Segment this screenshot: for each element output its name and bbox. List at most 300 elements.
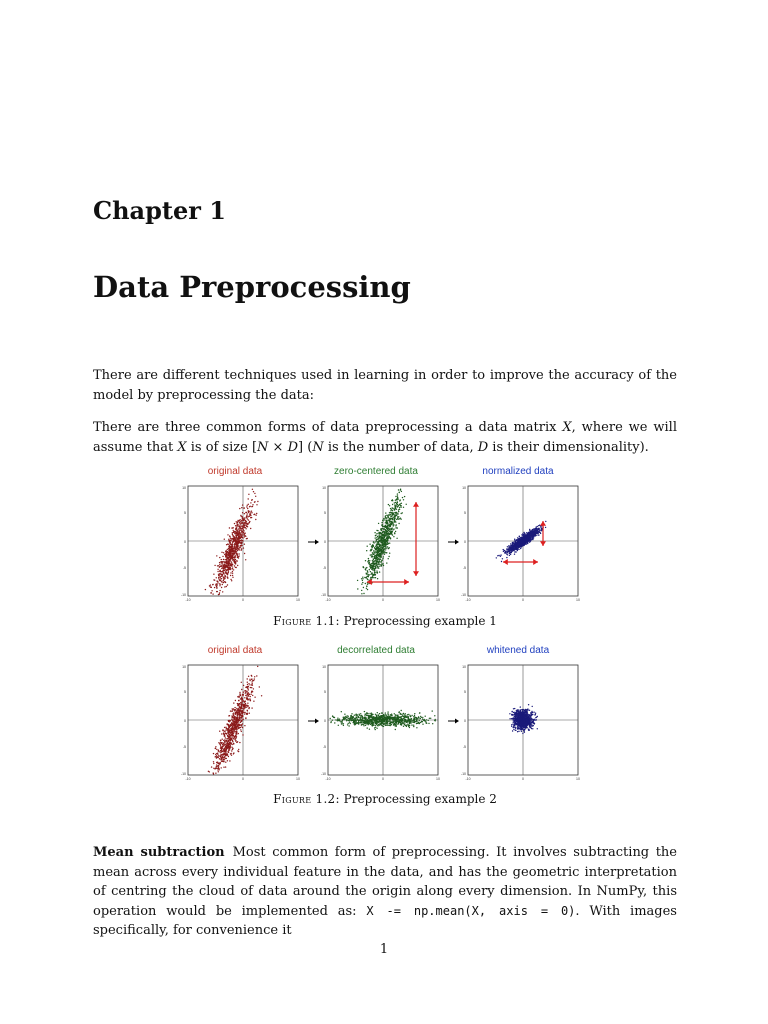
scatter-point xyxy=(228,735,229,736)
scatter-point xyxy=(213,753,214,754)
scatter-point xyxy=(348,723,349,724)
scatter-point xyxy=(383,534,384,535)
scatter-point xyxy=(341,711,342,712)
scatter-point xyxy=(390,537,391,538)
scatter-point xyxy=(216,766,217,767)
scatter-point xyxy=(223,572,224,573)
scatter-point xyxy=(222,584,223,585)
scatter-point xyxy=(526,543,527,544)
scatter-point xyxy=(373,554,374,555)
scatter-point xyxy=(235,728,236,729)
scatter-point xyxy=(230,742,231,743)
scatter-point xyxy=(385,515,386,516)
scatter-point xyxy=(362,716,363,717)
scatter-point xyxy=(387,540,388,541)
scatter-point xyxy=(241,702,242,703)
scatter-panel xyxy=(181,665,300,781)
scatter-point xyxy=(404,724,405,725)
scatter-point xyxy=(366,588,367,589)
scatter-point xyxy=(235,724,236,725)
scatter-point xyxy=(368,560,369,561)
scatter-point xyxy=(387,711,388,712)
scatter-point xyxy=(232,575,233,576)
scatter-point xyxy=(366,573,367,574)
scatter-point xyxy=(377,719,378,720)
scatter-point xyxy=(227,551,228,552)
scatter-point xyxy=(369,720,370,721)
scatter-point xyxy=(249,511,250,512)
scatter-point xyxy=(219,576,220,577)
scatter-point xyxy=(237,722,238,723)
scatter-point xyxy=(224,581,225,582)
scatter-point xyxy=(419,723,420,724)
scatter-point xyxy=(432,710,433,711)
scatter-point xyxy=(246,525,247,526)
scatter-point xyxy=(227,573,228,574)
scatter-point xyxy=(218,771,219,772)
scatter-point xyxy=(248,683,249,684)
scatter-point xyxy=(423,720,424,721)
scatter-point xyxy=(377,712,378,713)
scatter-point xyxy=(339,719,340,720)
scatter-point xyxy=(509,555,510,556)
scatter-point xyxy=(229,542,230,543)
scatter-point xyxy=(237,714,238,715)
scatter-point xyxy=(358,723,359,724)
scatter-point xyxy=(219,764,220,765)
scatter-point xyxy=(393,522,394,523)
scatter-point xyxy=(389,543,390,544)
math-times: × xyxy=(268,439,288,455)
scatter-point xyxy=(228,569,229,570)
scatter-point xyxy=(231,734,232,735)
scatter-point xyxy=(406,504,407,505)
y-tick-label: -5 xyxy=(462,566,466,570)
scatter-point xyxy=(372,565,373,566)
scatter-point xyxy=(384,721,385,722)
scatter-point xyxy=(243,701,244,702)
scatter-point xyxy=(385,541,386,542)
scatter-point xyxy=(228,561,229,562)
scatter-point xyxy=(400,489,401,490)
scatter-point xyxy=(238,704,239,705)
scatter-point xyxy=(390,719,391,720)
scatter-point xyxy=(361,584,362,585)
scatter-point xyxy=(228,720,229,721)
scatter-point xyxy=(238,546,239,547)
scatter-point xyxy=(219,585,220,586)
scatter-point xyxy=(376,551,377,552)
panel-title-decorrelated: decorrelated data xyxy=(337,645,415,656)
scatter-point xyxy=(240,702,241,703)
scatter-point xyxy=(218,757,219,758)
scatter-point xyxy=(234,538,235,539)
scatter-point xyxy=(400,505,401,506)
scatter-point xyxy=(236,551,237,552)
scatter-point xyxy=(221,581,222,582)
scatter-point xyxy=(248,510,249,511)
scatter-point xyxy=(379,713,380,714)
scatter-point xyxy=(366,586,367,587)
scatter-point xyxy=(397,506,398,507)
scatter-point xyxy=(251,707,252,708)
scatter-point xyxy=(535,719,536,720)
scatter-point xyxy=(522,545,523,546)
scatter-point xyxy=(387,517,388,518)
scatter-point xyxy=(228,715,229,716)
scatter-point xyxy=(434,715,435,716)
x-tick-label: -10 xyxy=(465,598,471,602)
scatter-point xyxy=(233,753,234,754)
scatter-point xyxy=(217,582,218,583)
scatter-point xyxy=(385,549,386,550)
scatter-point xyxy=(367,713,368,714)
scatter-point xyxy=(365,583,366,584)
scatter-point xyxy=(234,523,235,524)
scatter-point xyxy=(236,708,237,709)
scatter-point xyxy=(409,722,410,723)
scatter-point xyxy=(376,540,377,541)
y-tick-label: 5 xyxy=(184,511,186,515)
scatter-point xyxy=(385,546,386,547)
scatter-point xyxy=(239,530,240,531)
scatter-point xyxy=(241,507,242,508)
scatter-point xyxy=(393,524,394,525)
scatter-point xyxy=(236,726,237,727)
scatter-point xyxy=(231,747,232,748)
scatter-point xyxy=(504,553,505,554)
scatter-point xyxy=(225,751,226,752)
scatter-point xyxy=(404,719,405,720)
scatter-point xyxy=(240,523,241,524)
scatter-point xyxy=(364,577,365,578)
scatter-point xyxy=(387,723,388,724)
scatter-point xyxy=(397,493,398,494)
scatter-point xyxy=(379,555,380,556)
scatter-point xyxy=(397,715,398,716)
scatter-point xyxy=(395,716,396,717)
scatter-point xyxy=(408,714,409,715)
scatter-point xyxy=(254,697,255,698)
scatter-point xyxy=(233,551,234,552)
scatter-point xyxy=(238,751,239,752)
scatter-point xyxy=(245,687,246,688)
scatter-point xyxy=(408,720,409,721)
scatter-point xyxy=(235,718,236,719)
scatter-point xyxy=(348,720,349,721)
scatter-point xyxy=(528,535,529,536)
scatter-point xyxy=(248,504,249,505)
scatter-point xyxy=(219,590,220,591)
scatter-point xyxy=(232,542,233,543)
scatter-point xyxy=(253,680,254,681)
scatter-point xyxy=(354,724,355,725)
scatter-point xyxy=(218,750,219,751)
scatter-point xyxy=(231,555,232,556)
scatter-point xyxy=(242,723,243,724)
scatter-point xyxy=(237,522,238,523)
scatter-point xyxy=(243,709,244,710)
scatter-point xyxy=(394,502,395,503)
scatter-point xyxy=(232,564,233,565)
scatter-point xyxy=(369,562,370,563)
scatter-point xyxy=(363,725,364,726)
x-tick-label: -10 xyxy=(325,777,331,781)
scatter-point xyxy=(244,544,245,545)
scatter-point xyxy=(252,506,253,507)
scatter-point xyxy=(367,579,368,580)
scatter-point xyxy=(235,567,236,568)
scatter-point xyxy=(226,753,227,754)
scatter-point xyxy=(234,716,235,717)
scatter-point xyxy=(383,550,384,551)
scatter-point xyxy=(402,512,403,513)
scatter-point xyxy=(241,720,242,721)
scatter-point xyxy=(231,544,232,545)
scatter-point xyxy=(391,714,392,715)
scatter-point xyxy=(335,719,336,720)
scatter-point xyxy=(545,521,546,522)
scatter-point xyxy=(242,540,243,541)
scatter-point xyxy=(381,541,382,542)
scatter-point xyxy=(254,676,255,677)
scatter-point xyxy=(245,536,246,537)
scatter-point xyxy=(510,548,511,549)
scatter-point xyxy=(360,717,361,718)
scatter-point xyxy=(403,722,404,723)
scatter-point xyxy=(244,522,245,523)
scatter-point xyxy=(399,721,400,722)
y-tick-label: 0 xyxy=(464,540,466,544)
scatter-point xyxy=(368,718,369,719)
scatter-point xyxy=(374,718,375,719)
scatter-point xyxy=(222,746,223,747)
scatter-point xyxy=(232,532,233,533)
scatter-point xyxy=(426,719,427,720)
scatter-point xyxy=(257,666,258,667)
scatter-point xyxy=(228,739,229,740)
scatter-point xyxy=(223,580,224,581)
scatter-point xyxy=(531,537,532,538)
scatter-point xyxy=(240,528,241,529)
scatter-point xyxy=(248,689,249,690)
scatter-point xyxy=(383,546,384,547)
scatter-point xyxy=(219,769,220,770)
scatter-point xyxy=(219,594,220,595)
scatter-point xyxy=(228,560,229,561)
scatter-point xyxy=(373,568,374,569)
scatter-point xyxy=(220,573,221,574)
scatter-point xyxy=(232,573,233,574)
scatter-point xyxy=(429,718,430,719)
scatter-point xyxy=(509,550,510,551)
y-tick-label: 5 xyxy=(324,511,326,515)
math-N: N xyxy=(312,439,324,455)
scatter-point xyxy=(231,562,232,563)
x-tick-label: 10 xyxy=(576,777,580,781)
scatter-point xyxy=(243,547,244,548)
scatter-point xyxy=(533,530,534,531)
scatter-point xyxy=(222,729,223,730)
scatter-point xyxy=(244,536,245,537)
scatter-point xyxy=(377,536,378,537)
scatter-point xyxy=(230,564,231,565)
scatter-point xyxy=(227,735,228,736)
scatter-point xyxy=(420,718,421,719)
scatter-point xyxy=(250,528,251,529)
scatter-point xyxy=(389,505,390,506)
y-tick-label: 10 xyxy=(322,486,326,490)
scatter-point xyxy=(387,535,388,536)
scatter-point xyxy=(394,723,395,724)
scatter-point xyxy=(369,723,370,724)
scatter-point xyxy=(364,720,365,721)
panel-title-centered: zero-centered data xyxy=(334,466,418,477)
scatter-point xyxy=(220,584,221,585)
scatter-point xyxy=(408,716,409,717)
scatter-point xyxy=(425,716,426,717)
scatter-point xyxy=(370,549,371,550)
scatter-point xyxy=(518,539,519,540)
scatter-point xyxy=(378,563,379,564)
math-X: X xyxy=(177,439,187,455)
scatter-point xyxy=(234,546,235,547)
scatter-point xyxy=(251,681,252,682)
scatter-point xyxy=(244,697,245,698)
scatter-point xyxy=(239,534,240,535)
scatter-point xyxy=(375,565,376,566)
y-tick-label: 0 xyxy=(184,719,186,723)
scatter-point xyxy=(364,718,365,719)
scatter-point xyxy=(391,509,392,510)
scatter-point xyxy=(248,519,249,520)
scatter-point xyxy=(386,715,387,716)
scatter-point xyxy=(259,686,260,687)
scatter-point xyxy=(516,543,517,544)
scatter-point xyxy=(509,552,510,553)
scatter-point xyxy=(388,530,389,531)
scatter-point xyxy=(245,692,246,693)
scatter-point xyxy=(330,722,331,723)
scatter-point xyxy=(362,720,363,721)
scatter-point xyxy=(534,532,535,533)
scatter-point xyxy=(386,534,387,535)
scatter-point xyxy=(531,539,532,540)
scatter-point xyxy=(224,733,225,734)
scatter-point xyxy=(414,713,415,714)
scatter-point xyxy=(238,728,239,729)
scatter-point xyxy=(363,593,364,594)
scatter-point xyxy=(362,718,363,719)
scatter-point xyxy=(367,589,368,590)
scatter-point xyxy=(234,556,235,557)
scatter-point xyxy=(511,552,512,553)
text-span: , where we will assume that xyxy=(93,420,677,455)
scatter-point xyxy=(235,531,236,532)
scatter-point xyxy=(256,513,257,514)
scatter-point xyxy=(362,717,363,718)
scatter-point xyxy=(384,519,385,520)
scatter-point xyxy=(529,535,530,536)
scatter-point xyxy=(390,714,391,715)
scatter-point xyxy=(241,707,242,708)
scatter-point xyxy=(236,736,237,737)
scatter-point xyxy=(397,495,398,496)
scatter-point xyxy=(220,571,221,572)
scatter-point xyxy=(517,545,518,546)
scatter-point xyxy=(401,720,402,721)
scatter-point xyxy=(234,565,235,566)
scatter-point xyxy=(235,732,236,733)
x-tick-label: 10 xyxy=(436,598,440,602)
scatter-point xyxy=(219,566,220,567)
scatter-point xyxy=(346,717,347,718)
scatter-point xyxy=(388,558,389,559)
scatter-point xyxy=(244,534,245,535)
scatter-point xyxy=(236,536,237,537)
scatter-point xyxy=(226,747,227,748)
y-tick-label: -5 xyxy=(182,745,186,749)
scatter-point xyxy=(225,737,226,738)
scatter-point xyxy=(517,541,518,542)
scatter-point xyxy=(220,750,221,751)
scatter-point xyxy=(213,574,214,575)
scatter-point xyxy=(387,713,388,714)
scatter-point xyxy=(520,548,521,549)
scatter-point xyxy=(384,724,385,725)
scatter-point xyxy=(239,547,240,548)
text-span: is their dimensionality). xyxy=(488,439,649,455)
scatter-point xyxy=(515,544,516,545)
scatter-point xyxy=(356,720,357,721)
scatter-point xyxy=(238,534,239,535)
scatter-point xyxy=(229,535,230,536)
scatter-point xyxy=(223,573,224,574)
scatter-point xyxy=(332,715,333,716)
scatter-point xyxy=(545,527,546,528)
scatter-point xyxy=(234,532,235,533)
scatter-point xyxy=(513,719,514,720)
scatter-point xyxy=(355,723,356,724)
scatter-point xyxy=(392,519,393,520)
scatter-point xyxy=(238,528,239,529)
scatter-point xyxy=(227,534,228,535)
x-tick-label: -10 xyxy=(325,598,331,602)
x-tick-label: 0 xyxy=(522,598,524,602)
scatter-point xyxy=(395,531,396,532)
scatter-point xyxy=(233,569,234,570)
scatter-point xyxy=(381,537,382,538)
scatter-point xyxy=(384,552,385,553)
scatter-point xyxy=(240,545,241,546)
scatter-point xyxy=(425,722,426,723)
scatter-point xyxy=(380,528,381,529)
scatter-point xyxy=(239,519,240,520)
scatter-point xyxy=(524,539,525,540)
scatter-point xyxy=(215,748,216,749)
y-tick-label: -10 xyxy=(180,593,186,597)
scatter-point xyxy=(395,725,396,726)
text-span: There are three common forms of data preprocessing a data matrix xyxy=(93,420,563,435)
scatter-point xyxy=(536,529,537,530)
scatter-point xyxy=(385,535,386,536)
scatter-point xyxy=(369,560,370,561)
scatter-point xyxy=(234,547,235,548)
scatter-point xyxy=(378,546,379,547)
x-tick-label: -10 xyxy=(465,777,471,781)
scatter-point xyxy=(521,542,522,543)
scatter-point xyxy=(412,720,413,721)
